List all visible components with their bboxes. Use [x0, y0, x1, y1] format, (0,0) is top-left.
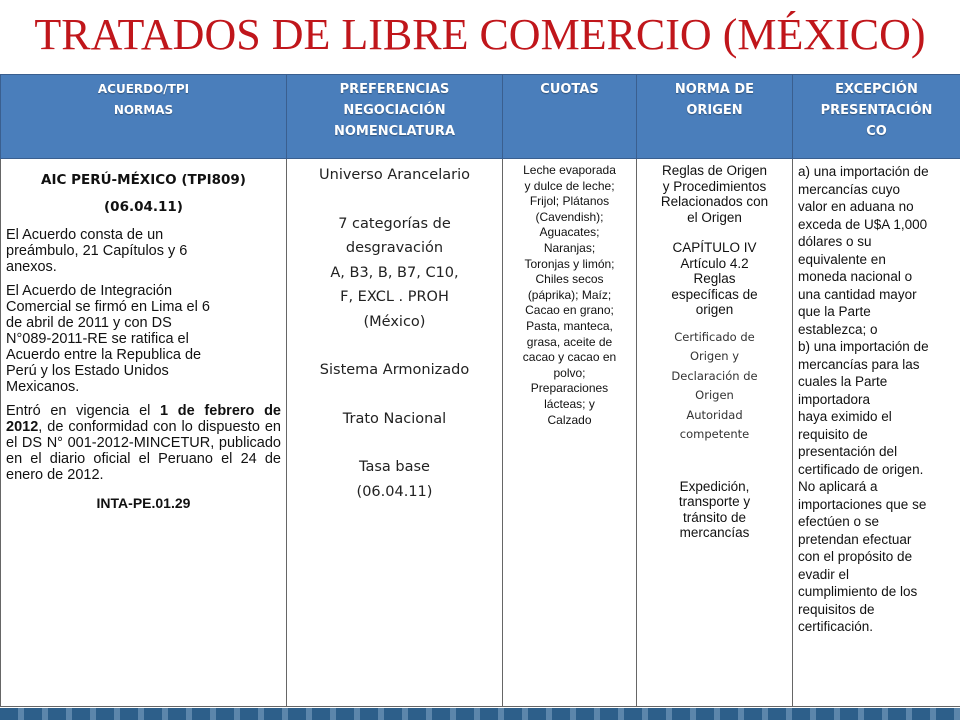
preferences-content: [292, 163, 497, 504]
text-line: competente: [679, 427, 750, 441]
text-line: que la Parte: [798, 304, 871, 319]
cell-cuotas: [503, 159, 637, 707]
cell-excepcion: [793, 159, 960, 707]
header-line: CO: [866, 124, 887, 139]
text-line: desgravación: [345, 240, 444, 256]
origin-rules-content: [642, 163, 787, 541]
text-line: lácteas; y: [544, 396, 595, 411]
agreement-paragraph-3: [6, 403, 281, 483]
text-line: cuales la Parte: [798, 374, 888, 389]
header-line: NOMENCLATURA: [334, 124, 455, 139]
text-line: Reglas: [693, 271, 736, 286]
text-line: (Cavendish);: [535, 209, 604, 224]
spacer: [292, 431, 497, 455]
text-line: Tasa base: [359, 459, 430, 475]
text-span: , de conformidad con lo dispuesto en el DS N° 001-2012-MINCETUR, publicado en el diario oficial el Peruano el 24 de enero de 2012.: [6, 419, 281, 483]
exception-content: [798, 163, 955, 636]
text-line: con el propósito de: [798, 549, 913, 564]
text-line: requisitos de: [798, 601, 875, 617]
header-line: NORMA DE: [674, 82, 755, 97]
header-acuerdo: [1, 75, 287, 159]
text-span: Entró en vigencia el: [6, 403, 161, 419]
header-cuotas: [503, 75, 637, 159]
cell-acuerdo: [1, 159, 287, 707]
text-line: 7 categorías de: [338, 215, 451, 232]
text-line: Declaración de: [671, 368, 758, 383]
text-line: específicas de: [671, 286, 758, 302]
effective-date: 1 de febrero de 2012: [6, 403, 281, 435]
table-row: [1, 159, 960, 707]
text-line: b) una importación de: [798, 339, 929, 354]
quotas-content: [508, 163, 631, 428]
agreement-paragraph-1: [6, 227, 281, 275]
text-line: una cantidad mayor: [798, 286, 917, 302]
text-line: Universo Arancelario: [319, 167, 470, 183]
spacer: [292, 188, 497, 212]
text-line: dólares o su: [798, 234, 872, 249]
text-line: requisito de: [798, 426, 868, 442]
text-line: y Procedimientos: [662, 178, 767, 194]
text-line: equivalente en: [798, 251, 886, 267]
categories-block: [292, 212, 497, 335]
text-line: Cacao en grano;: [525, 303, 614, 318]
text-line: tránsito de: [682, 509, 747, 525]
text-line: El Acuerdo de Integración: [6, 283, 173, 299]
text-line: presentación del: [798, 444, 898, 459]
text-line: Toronjas y limón;: [524, 256, 615, 271]
cell-preferencias: [287, 159, 503, 707]
text-line: Calzado: [547, 412, 592, 427]
agreement-paragraph-2: [6, 283, 281, 395]
text-line: El Acuerdo consta de un: [6, 227, 164, 243]
text-line: mercancías: [679, 525, 750, 540]
text-line: Leche evaporada: [523, 163, 616, 177]
text-line: moneda nacional o: [798, 269, 913, 284]
text-line: Naranjas;: [543, 240, 596, 255]
text-line: Trato Nacional: [342, 410, 447, 427]
text-line: exceda de U$A 1,000: [798, 216, 928, 232]
text-line: y dulce de leche;: [524, 178, 615, 193]
text-line: No aplicará a: [798, 479, 878, 494]
text-line: origen: [695, 302, 734, 317]
agreement-date: (06.04.11): [104, 199, 183, 215]
text-line: Frijol; Plátanos: [529, 194, 610, 209]
header-line: ACUERDO/TPI: [97, 82, 190, 96]
footer-decorative-bar: [0, 708, 960, 720]
text-line: Autoridad: [686, 407, 743, 422]
text-line: Certificado de: [674, 329, 755, 344]
text-line: de abril de 2011 y con DS: [6, 315, 172, 331]
text-line: Chiles secos: [535, 272, 604, 287]
text-line: Relacionados con: [660, 194, 769, 209]
header-norma-origen: [637, 75, 793, 159]
base-rate-block: [292, 455, 497, 504]
page-title: TRATADOS DE LIBRE COMERCIO (MÉXICO): [34, 10, 926, 59]
text-line: Preparaciones: [530, 381, 609, 396]
origin-rules-block: [642, 163, 787, 225]
text-line: certificación.: [798, 619, 874, 634]
text-line: efectúen o se: [798, 514, 880, 529]
text-line: mercancías para las: [798, 356, 920, 372]
text-line: importadora: [798, 391, 871, 407]
text-line: A, B3, B, B7, C10,: [330, 264, 459, 281]
text-line: evadir el: [798, 566, 850, 582]
text-line: establezca; o: [798, 321, 878, 337]
agreement-title: [6, 167, 281, 221]
text-line: F, EXCL . PROH: [340, 289, 449, 305]
text-line: Expedición,: [679, 478, 750, 494]
text-line: (06.04.11): [356, 483, 433, 500]
header-line: CUOTAS: [540, 82, 599, 97]
shipment-block: [642, 479, 787, 541]
text-line: Pasta, manteca,: [526, 318, 613, 333]
text-line: importaciones que se: [798, 496, 927, 512]
text-line: Sistema Armonizado: [319, 362, 470, 378]
text-line: haya eximido el: [798, 409, 892, 424]
chapter-block: [642, 240, 787, 318]
agreement-code: INTA-PE.01.29: [96, 495, 191, 511]
header-preferencias: [287, 75, 503, 159]
text-line: preámbulo, 21 Capítulos y 6: [6, 243, 188, 259]
text-line: mercancías cuyo: [798, 181, 901, 197]
text-line: Acuerdo entre la Republica de: [6, 347, 202, 363]
agreement-title-line: AIC PERÚ-MÉXICO (TPI809): [41, 172, 246, 188]
text-line: Origen y: [689, 349, 740, 363]
text-line: Perú y los Estado Unidos: [6, 363, 169, 379]
text-line: Reglas de Origen: [661, 163, 768, 178]
text-line: cumplimiento de los: [798, 584, 918, 599]
text-line: cacao y cacao en: [522, 350, 617, 365]
text-line: anexos.: [6, 259, 57, 275]
text-line: polvo;: [553, 365, 586, 380]
header-line: ORIGEN: [686, 103, 743, 118]
header-line: NEGOCIACIÓN: [343, 103, 446, 118]
header-line: EXCEPCIÓN: [835, 82, 918, 97]
text-line: (páprika); Maíz;: [527, 287, 612, 302]
text-line: valor en aduana no: [798, 199, 914, 214]
cell-norma-origen: [637, 159, 793, 707]
header-excepcion: [793, 75, 960, 159]
text-line: CAPÍTULO IV: [672, 240, 757, 255]
text-line: a) una importación de: [798, 164, 929, 179]
spacer: [292, 334, 497, 358]
text-line: Mexicanos.: [6, 379, 80, 395]
trade-agreements-table: [0, 74, 960, 707]
header-line: PREFERENCIAS: [339, 82, 450, 97]
spacer: [292, 383, 497, 407]
text-line: grasa, aceite de: [526, 334, 613, 349]
text-line: (México): [363, 313, 426, 330]
header-line: NORMAS: [113, 103, 174, 117]
text-line: N°089-2011-RE se ratifica el: [6, 331, 189, 347]
text-line: transporte y: [678, 494, 751, 509]
text-line: el Origen: [687, 209, 742, 225]
text-line: pretendan efectuar: [798, 531, 912, 547]
text-line: Origen: [695, 388, 734, 402]
certificate-block: [642, 328, 787, 445]
text-line: Comercial se firmó en Lima el 6: [6, 299, 210, 315]
text-line: Aguacates;: [539, 225, 600, 240]
table-header-row: [1, 75, 960, 159]
text-line: Artículo 4.2: [680, 255, 749, 271]
text-line: certificado de origen.: [798, 461, 924, 477]
header-line: PRESENTACIÓN: [820, 103, 933, 118]
